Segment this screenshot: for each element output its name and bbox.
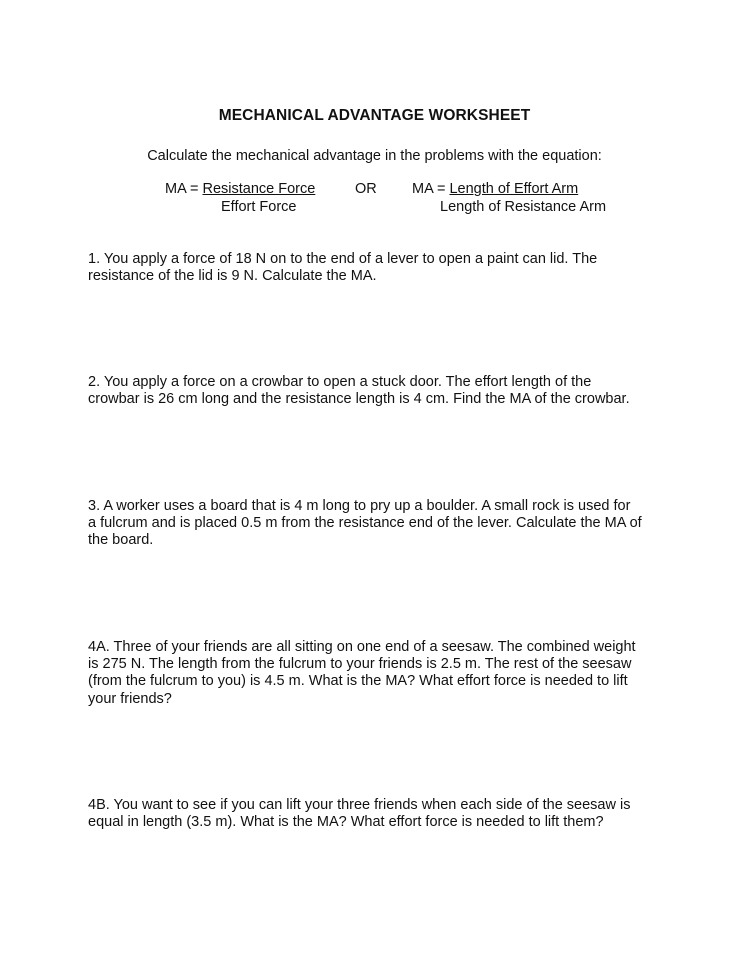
question-line: equal in length (3.5 m). What is the MA? What effort force is needed to lift them? (88, 814, 604, 831)
equation-left-denominator: Effort Force (221, 199, 297, 215)
question-line: 3. A worker uses a board that is 4 m long to pry up a boulder. A small rock is used for (88, 498, 631, 514)
question-line: crowbar is 26 cm long and the resistance length is 4 cm. Find the MA of the crowbar. (88, 391, 630, 408)
question-1 (88, 251, 668, 285)
equation-or: OR (355, 181, 377, 197)
question-line: the board. (88, 532, 154, 549)
equation-left-numerator-line (165, 180, 315, 198)
instructions-text: Calculate the mechanical advantage in the problems with the equation: (147, 148, 602, 164)
question-line: 1. You apply a force of 18 N on to the end of a lever to open a paint can lid. The (88, 251, 598, 267)
question-line: is 275 N. The length from the fulcrum to your friends is 2.5 m. The rest of the seesaw (88, 656, 632, 673)
question-line: (from the fulcrum to you) is 4.5 m. What is the MA? What effort force is needed to lift (88, 673, 628, 690)
worksheet-title: MECHANICAL ADVANTAGE WORKSHEET (218, 107, 531, 124)
question-line: 4A. Three of your friends are all sitting on one end of a seesaw. The combined weight (88, 639, 636, 655)
equation-right-prefix: MA = (412, 181, 450, 197)
question-4a (88, 639, 668, 708)
equation-right-numerator-line (412, 180, 578, 198)
question-line: resistance of the lid is 9 N. Calculate the MA. (88, 268, 377, 285)
equation-right-numerator: Length of Effort Arm (449, 181, 579, 197)
equation-left-prefix: MA = (165, 181, 203, 197)
question-line: 4B. You want to see if you can lift your three friends when each side of the seesaw is (88, 797, 631, 813)
equation-left-numerator: Resistance Force (202, 181, 316, 197)
question-line: 2. You apply a force on a crowbar to open a stuck door. The effort length of the (88, 374, 592, 390)
question-2 (88, 374, 668, 408)
question-3 (88, 498, 668, 550)
equation-right-denominator: Length of Resistance Arm (440, 199, 607, 215)
question-4b (88, 797, 668, 831)
question-line: your friends? (88, 690, 172, 707)
question-line: a fulcrum and is placed 0.5 m from the resistance end of the lever. Calculate the MA of (88, 515, 642, 532)
